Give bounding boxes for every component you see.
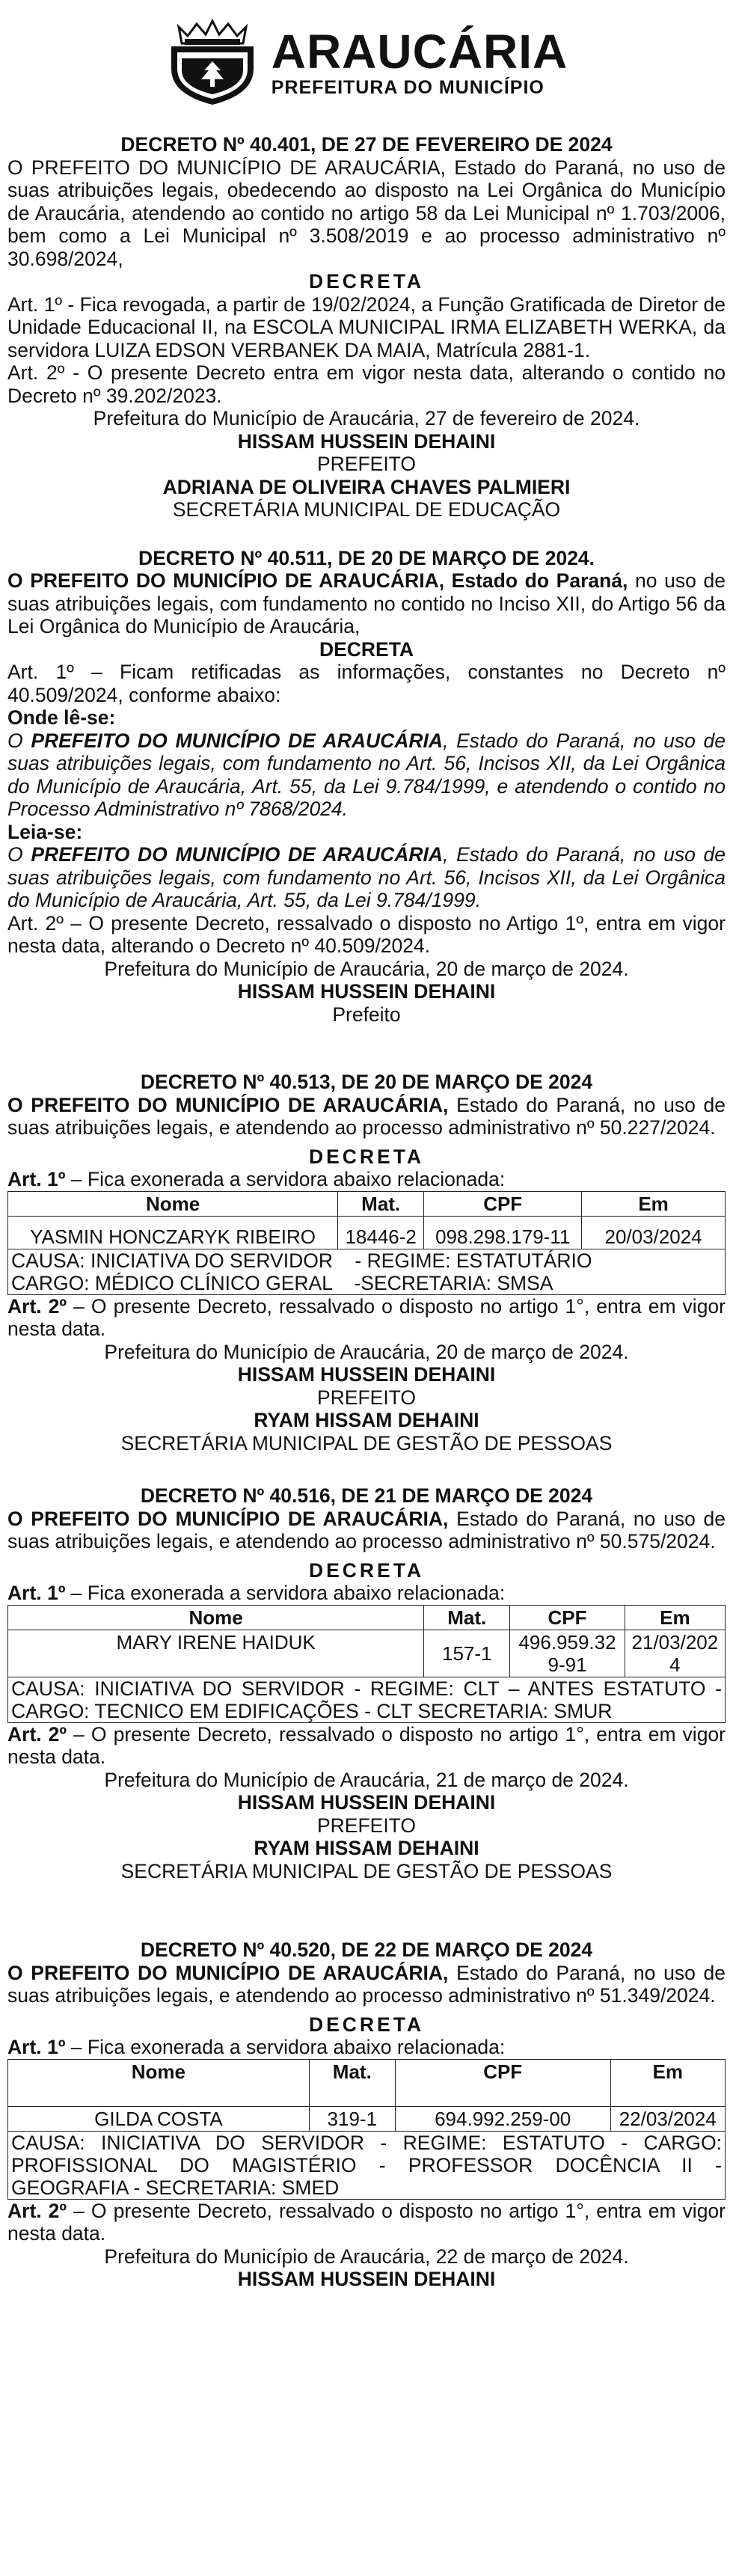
- text-bold: PREFEITO DO MUNICÍPIO DE ARAUCÁRIA: [31, 843, 444, 866]
- cell-cpf: 098.298.179-11: [424, 1216, 582, 1249]
- signatory-name: HISSAM HUSSEIN DEHAINI: [237, 2268, 496, 2290]
- article-1: [7, 1168, 726, 1191]
- city-subtitle: PREFEITURA DO MUNICÍPIO: [271, 76, 545, 98]
- decree-title: DECRETO Nº 40.516, DE 21 DE MARÇO DE 2024: [140, 1484, 593, 1507]
- cause-box: [7, 1249, 726, 1295]
- cause-box: [7, 2132, 726, 2200]
- col-cpf: CPF: [395, 2059, 610, 2106]
- decree-40511: [7, 547, 726, 1027]
- signatory-name: RYAM HISSAM DEHAINI: [254, 1409, 479, 1431]
- cause-text: CAUSA: INICIATIVA DO SERVIDOR - REGIME: CLT – ANTES ESTATUTO - CARGO: TECNICO EM EDIFICAÇÕES - CLT SECRETARIA: SMUR: [11, 1677, 722, 1722]
- article-label: Art. 1º: [7, 1582, 66, 1604]
- preamble: [7, 1094, 726, 1139]
- servant-table: [7, 1605, 726, 1677]
- col-mat: Mat.: [424, 1605, 510, 1630]
- cause-text: CAUSA: INICIATIVA DO SERVIDOR - REGIME: ESTATUTO - CARGO: PROFISSIONAL DO MAGISTÉRIO - PROFESSOR DOCÊNCIA II - GEOGRAFIA - SECRETARIA: SMED: [11, 2131, 722, 2199]
- cell-em: 20/03/2024: [582, 1216, 726, 1249]
- city-name: ARAUCÁRIA: [271, 24, 568, 79]
- cell-em: 22/03/2024: [610, 2106, 725, 2131]
- signatory-name: HISSAM HUSSEIN DEHAINI: [237, 429, 496, 453]
- cell-nome: MARY IRENE HAIDUK: [8, 1630, 424, 1677]
- article-text: – O presente Decreto, ressalvado o disposto no artigo 1°, entra em vigor nesta data.: [7, 1294, 726, 1340]
- article-1: [7, 1582, 726, 1605]
- place-date: Prefeitura do Município de Araucária, 27 de fevereiro de 2024.: [93, 407, 640, 429]
- preamble: O PREFEITO DO MUNICÍPIO DE ARAUCÁRIA, Estado do Paraná, no uso de suas atribuições legais, obedecendo ao disposto na Lei Orgânica do Município de Araucária, atendendo ao contido no artigo 58 da Lei Municipal nº 1.703/2006, bem como a Lei Municipal nº 3.508/2019 e ao processo administrativo nº 30.698/2024,: [7, 156, 726, 270]
- decreta-heading: DECRETA: [308, 1558, 425, 1582]
- col-em: Em: [625, 1605, 725, 1630]
- signatory-role: SECRETÁRIA MUNICIPAL DE GESTÃO DE PESSOAS: [120, 1431, 613, 1454]
- col-em: Em: [610, 2059, 725, 2106]
- article-2: [7, 1295, 726, 1341]
- place-date: Prefeitura do Município de Araucária, 22 de março de 2024.: [104, 2245, 629, 2268]
- brand: [271, 24, 568, 98]
- cell-em: 21/03/2024: [625, 1630, 725, 1677]
- signatory-name: HISSAM HUSSEIN DEHAINI: [237, 980, 496, 1003]
- onde-le-se-text: [7, 729, 726, 821]
- article-text: – O presente Decreto, ressalvado o disposto no artigo 1°, entra em vigor nesta data.: [7, 2199, 726, 2245]
- article-1: [7, 2036, 726, 2059]
- text-rest: , Estado do Paraná, no uso de suas atribuições legais, com fundamento no Art. 56, Incisos XII, da Lei Orgânica do Município de Araucária, Art. 55, da Lei 9.784/1999.: [7, 843, 726, 911]
- decree-40520: [7, 1939, 726, 2291]
- decreta-heading: DECRETA: [308, 1145, 425, 1168]
- col-cpf: CPF: [510, 1605, 625, 1630]
- signatory-role: SECRETÁRIA MUNICIPAL DE GESTÃO DE PESSOAS: [120, 1859, 613, 1882]
- article-text: – Fica exonerada a servidora abaixo relacionada:: [65, 1168, 506, 1190]
- decree-title: DECRETO Nº 40.520, DE 22 DE MARÇO DE 2024: [140, 1939, 593, 1961]
- col-nome: Nome: [8, 1605, 424, 1630]
- col-em: Em: [582, 1191, 726, 1216]
- preamble-text: no uso de suas atribuições legais, com fundamento no contido no Inciso XII, do Artigo 56 da Lei Orgânica do Município de Araucária,: [7, 569, 726, 637]
- leia-se-label: Leia-se:: [7, 820, 83, 843]
- cell-mat: 157-1: [424, 1630, 510, 1677]
- decreta-heading: DECRETA: [319, 637, 414, 661]
- document-page: [7, 0, 726, 2291]
- preamble: [7, 569, 726, 638]
- decreta-heading: DECRETA: [308, 270, 425, 293]
- article-label: Art. 2º: [7, 2199, 67, 2222]
- decree-40401: [7, 133, 726, 521]
- decreta-heading: DECRETA: [308, 2013, 425, 2036]
- decree-title: DECRETO Nº 40.513, DE 20 DE MARÇO DE 2024: [140, 1071, 593, 1093]
- preamble-bold: O PREFEITO DO MUNICÍPIO DE ARAUCÁRIA,: [7, 1093, 449, 1116]
- article-label: Art. 2º: [7, 1294, 67, 1318]
- article-label: Art. 1º: [7, 2036, 66, 2058]
- article-text: – O presente Decreto, ressalvado o disposto no artigo 1°, entra em vigor nesta data.: [7, 1722, 726, 1768]
- preamble-bold: O PREFEITO DO MUNICÍPIO DE ARAUCÁRIA, Estado do Paraná,: [7, 569, 628, 592]
- article-2: [7, 1723, 726, 1769]
- article-text: – Fica exonerada a servidora abaixo relacionada:: [65, 1582, 506, 1604]
- preamble-text: Estado do Paraná, no uso de suas atribuições legais, e atendendo ao processo administrativo nº 51.349/2024.: [7, 1961, 726, 2007]
- decree-title: DECRETO Nº 40.511, DE 20 DE MARÇO DE 2024.: [138, 546, 595, 569]
- preamble-text: Estado do Paraná, no uso de suas atribuições legais, e atendendo ao processo administrativo nº 50.575/2024.: [7, 1507, 726, 1552]
- article-2: [7, 2200, 726, 2245]
- leia-se-text: [7, 843, 726, 912]
- signatory-role: PREFEITO: [316, 453, 417, 475]
- col-cpf: CPF: [424, 1191, 582, 1216]
- text-o: O: [7, 843, 31, 866]
- signatory-role: PREFEITO: [316, 1814, 417, 1837]
- signatory-name: HISSAM HUSSEIN DEHAINI: [237, 1791, 496, 1814]
- table-header-row: [8, 1605, 726, 1630]
- servant-table: [7, 2059, 726, 2132]
- table-row: [8, 1216, 726, 1249]
- preamble-text: Estado do Paraná, no uso de suas atribuições legais, e atendendo ao processo administrativo nº 50.227/2024.: [7, 1093, 726, 1139]
- signatory-role: SECRETÁRIA MUNICIPAL DE EDUCAÇÃO: [172, 498, 561, 521]
- preamble: [7, 1962, 726, 2007]
- cause-box: [7, 1677, 726, 1723]
- table-row: [8, 1630, 726, 1677]
- article-1: Art. 1º - Fica revogada, a partir de 19/02/2024, a Função Gratificada de Diretor de Unidade Educacional II, na ESCOLA MUNICIPAL IRMA ELIZABETH WERKA, da servidora LUIZA EDSON VERBANEK DA MAIA, Matrícula 2881-1.: [7, 293, 726, 361]
- table-header-row: [8, 1191, 726, 1216]
- cell-nome: GILDA COSTA: [8, 2106, 310, 2131]
- article-label: Art. 2º: [7, 1722, 67, 1746]
- article-1: Art. 1º – Ficam retificadas as informações, constantes no Decreto nº 40.509/2024, conforme abaixo:: [7, 661, 726, 706]
- preamble: [7, 1508, 726, 1553]
- col-mat: Mat.: [309, 2059, 395, 2106]
- signatory-role: PREFEITO: [316, 1386, 417, 1409]
- signatory-name: HISSAM HUSSEIN DEHAINI: [237, 1363, 496, 1386]
- decree-40513: [7, 1071, 726, 1454]
- article-2: Art. 2º – O presente Decreto, ressalvado o disposto no Artigo 1º, entra em vigor nesta data, alterando o Decreto nº 40.509/2024.: [7, 911, 726, 957]
- article-2: Art. 2º - O presente Decreto entra em vigor nesta data, alterando o contido no Decreto nº 39.202/2023.: [7, 361, 726, 407]
- cause-line: CAUSA: INICIATIVA DO SERVIDOR - REGIME: ESTATUTÁRIO: [11, 1249, 592, 1272]
- text-o: O: [7, 729, 31, 752]
- cell-cpf: 496.959.329-91: [510, 1630, 625, 1677]
- cell-mat: 18446-2: [338, 1216, 424, 1249]
- article-text: – Fica exonerada a servidora abaixo relacionada:: [65, 2036, 506, 2058]
- decree-title: DECRETO Nº 40.401, DE 27 DE FEVEREIRO DE 2024: [120, 133, 613, 156]
- place-date: Prefeitura do Município de Araucária, 20 de março de 2024.: [104, 1340, 629, 1363]
- col-mat: Mat.: [338, 1191, 424, 1216]
- text-rest: , Estado do Paraná, no uso de suas atribuições legais, com fundamento no Art. 56, Incisos XII, da Lei Orgânica do Município de Araucária, Art. 55, da Lei 9.784/1999, e atendendo o contido no Processo Administrativo nº 7868/2024.: [7, 729, 726, 820]
- cause-line: CARGO: MÉDICO CLÍNICO GERAL -SECRETARIA: SMSA: [11, 1271, 553, 1294]
- signatory-name: ADRIANA DE OLIVEIRA CHAVES PALMIERI: [162, 475, 571, 498]
- onde-le-se-label: Onde lê-se:: [7, 706, 116, 729]
- signatory-role: Prefeito: [332, 1003, 401, 1026]
- table-row: [8, 2106, 726, 2131]
- servant-table: [7, 1191, 726, 1249]
- col-nome: Nome: [8, 1191, 338, 1216]
- signatory-name: RYAM HISSAM DEHAINI: [254, 1837, 479, 1859]
- place-date: Prefeitura do Município de Araucária, 20 de março de 2024.: [104, 957, 629, 980]
- coat-of-arms-icon: [165, 16, 260, 108]
- preamble-bold: O PREFEITO DO MUNICÍPIO DE ARAUCÁRIA,: [7, 1507, 449, 1530]
- cell-mat: 319-1: [309, 2106, 395, 2131]
- decree-40516: [7, 1484, 726, 1882]
- cell-nome: YASMIN HONCZARYK RIBEIRO: [8, 1216, 338, 1249]
- text-bold: PREFEITO DO MUNICÍPIO DE ARAUCÁRIA: [31, 729, 444, 752]
- header: [7, 16, 726, 108]
- col-nome: Nome: [8, 2059, 310, 2106]
- table-header-row: [8, 2059, 726, 2106]
- place-date: Prefeitura do Município de Araucária, 21 de março de 2024.: [104, 1768, 629, 1791]
- cell-cpf: 694.992.259-00: [395, 2106, 610, 2131]
- preamble-bold: O PREFEITO DO MUNICÍPIO DE ARAUCÁRIA,: [7, 1961, 449, 1984]
- article-label: Art. 1º: [7, 1168, 66, 1190]
